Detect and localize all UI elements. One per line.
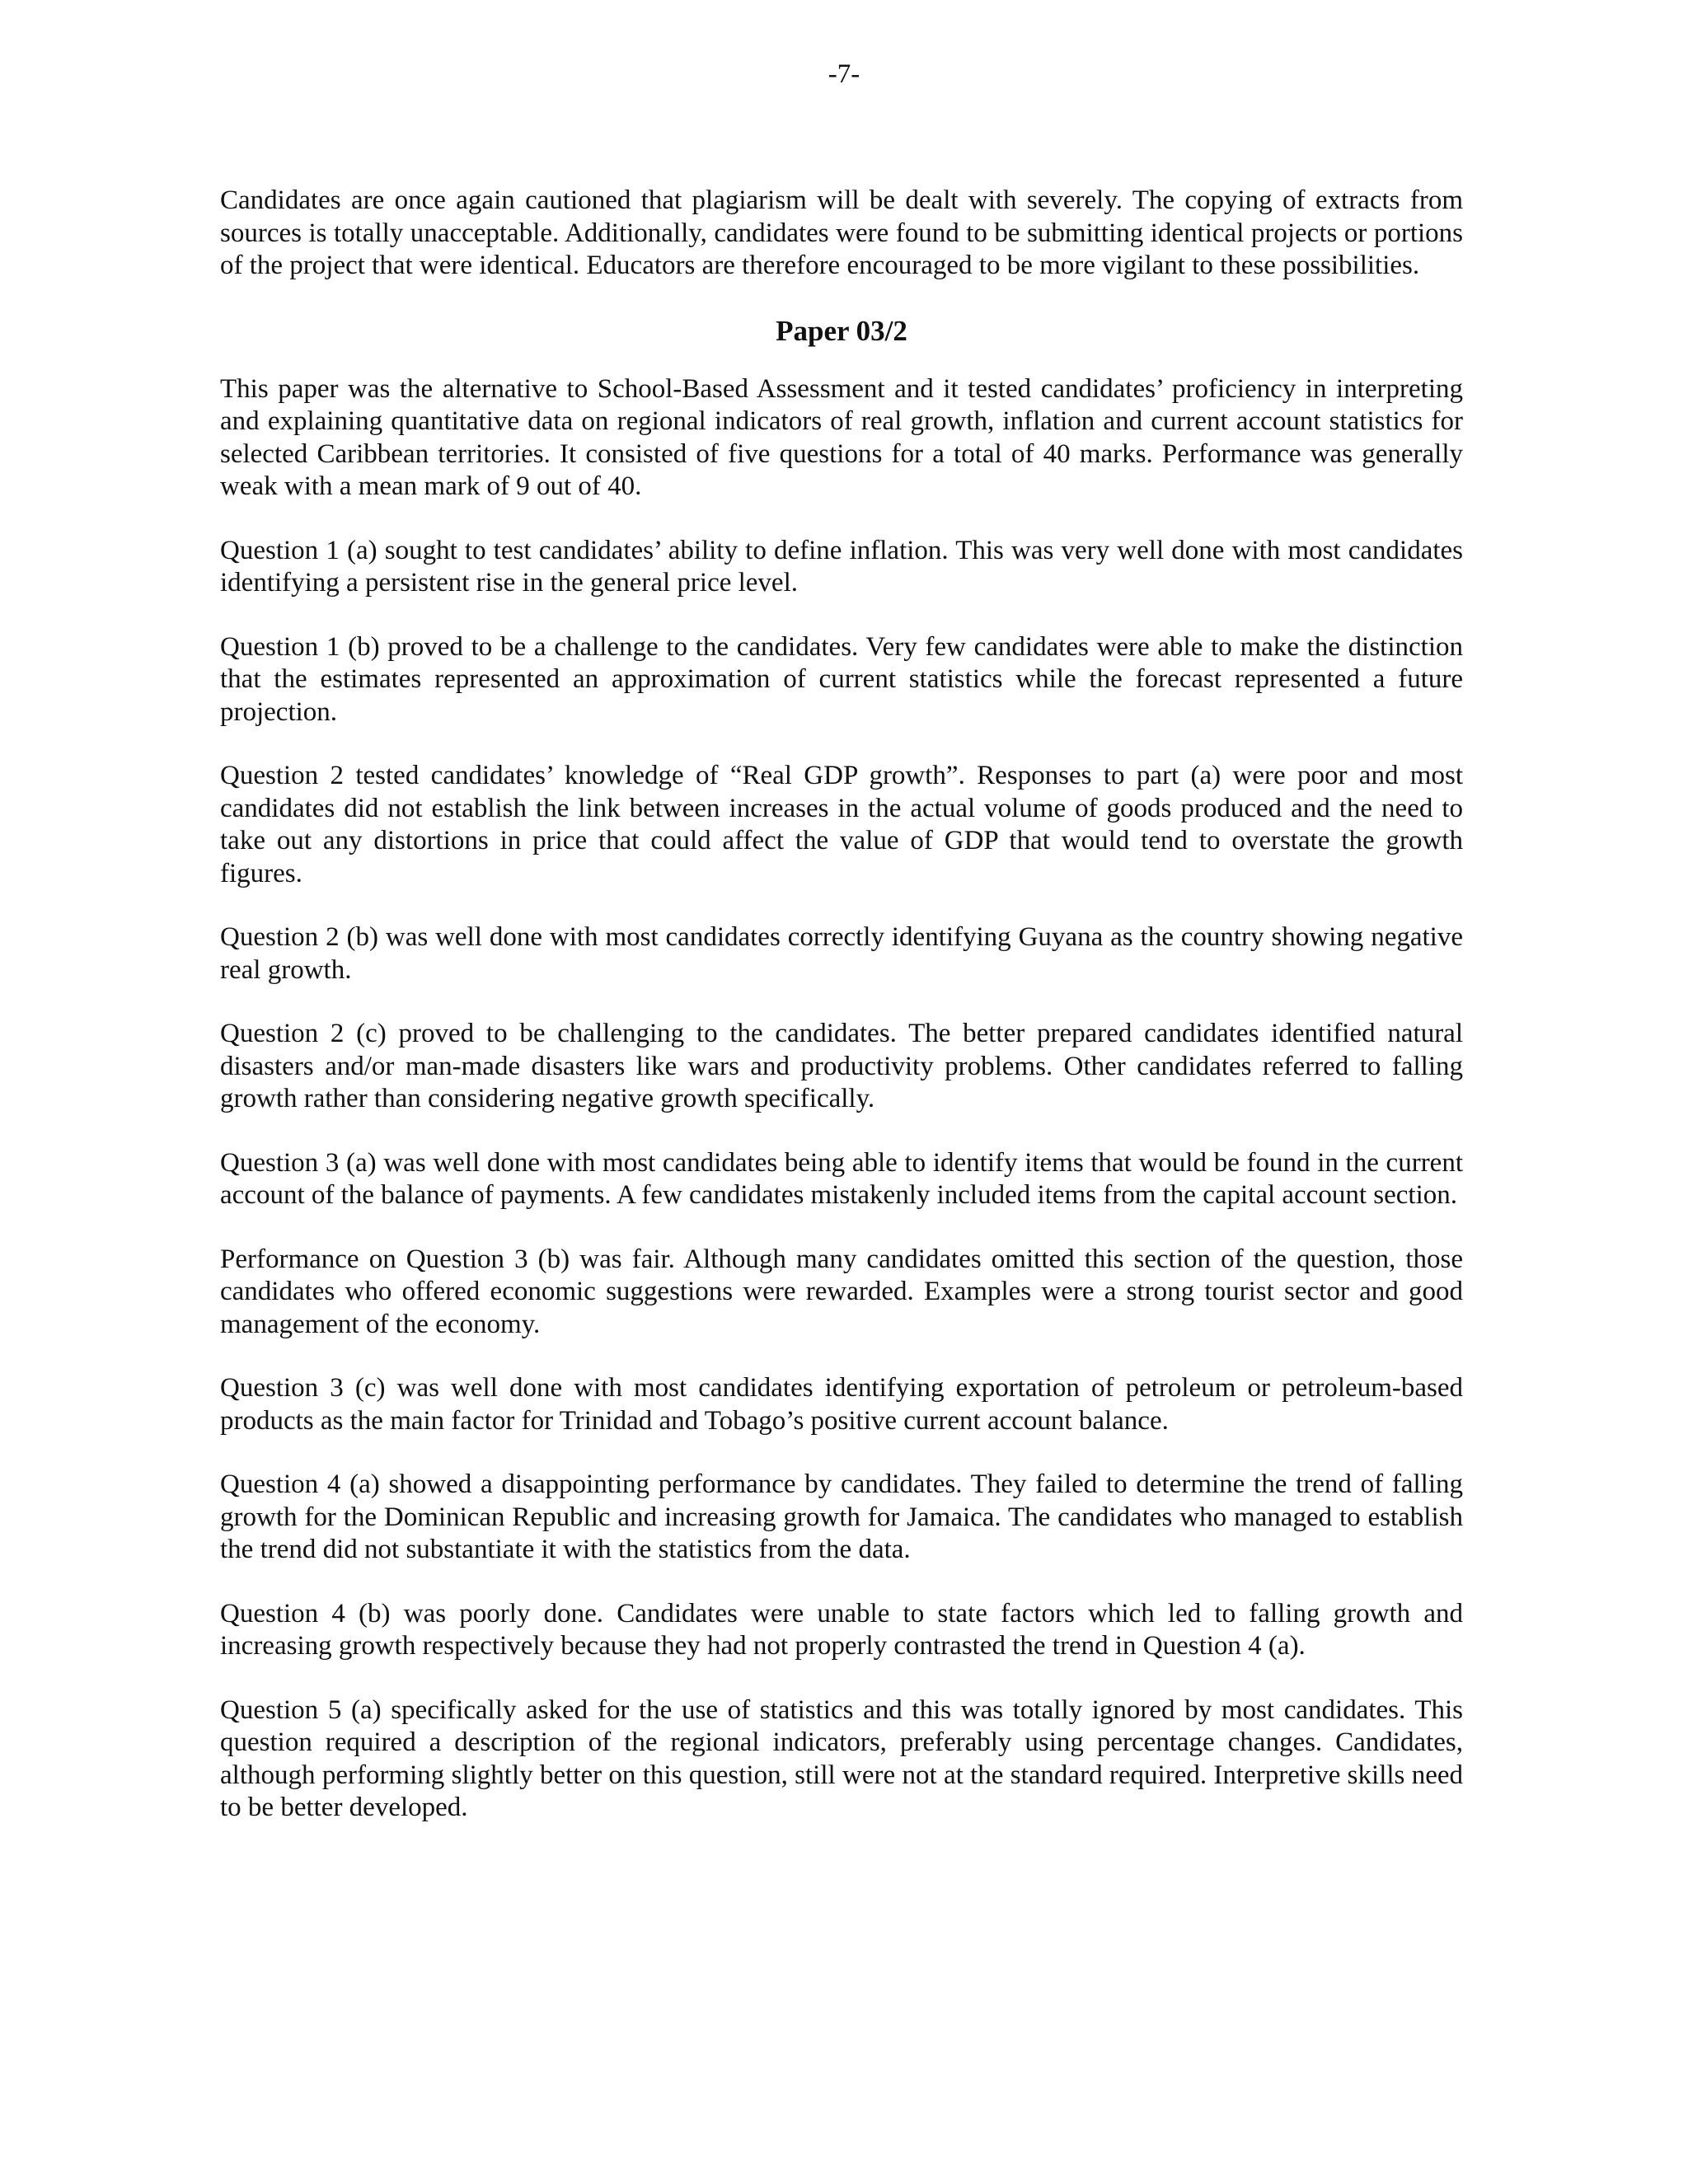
paragraph-question-1a: Question 1 (a) sought to test candidates’ ability to define inflation. This was very well done with most candidates identifying a persistent rise in the general price level.	[220, 535, 1463, 598]
page-content	[220, 185, 1463, 1856]
paragraph-question-3a: Question 3 (a) was well done with most candidates being able to identify items that would be found in the current account of the balance of payments. A few candidates mistakenly included items from the capital account section.	[220, 1147, 1463, 1210]
section-heading: Paper 03/2	[776, 314, 907, 347]
paragraph-question-2a: Question 2 tested candidates’ knowledge of “Real GDP growth”. Responses to part (a) were poor and most candidates did not establish the link between increases in the actual volume of goods produced and the need to take out any distortions in price that could affect the value of GDP that would tend to overstate the growth figures.	[220, 761, 1463, 888]
paragraph-question-2c: Question 2 (c) proved to be challenging to the candidates. The better prepared candidates identified natural disasters and/or man-made disasters like wars and productivity problems. Other candidates referred to falling growth rather than considering negative growth specifically.	[220, 1019, 1463, 1113]
paragraph-question-2b: Question 2 (b) was well done with most candidates correctly identifying Guyana as the country showing negative real growth.	[220, 922, 1463, 985]
paragraph-question-3b: Performance on Question 3 (b) was fair. Although many candidates omitted this section of the question, those candidates who offered economic suggestions were rewarded. Examples were a strong tourist sector and good management of the economy.	[220, 1244, 1463, 1339]
paragraph-question-3c: Question 3 (c) was well done with most candidates identifying exportation of petroleum or petroleum-based products as the main factor for Trinidad and Tobago’s positive current account balance.	[220, 1373, 1463, 1436]
paragraph-question-1b: Question 1 (b) proved to be a challenge to the candidates. Very few candidates were able to make the distinction that the estimates represented an approximation of current statistics while the forecast represented a future projection.	[220, 631, 1463, 727]
paragraph-question-5a: Question 5 (a) specifically asked for the use of statistics and this was totally ignored by most candidates. This question required a description of the regional indicators, preferably using percentage changes. Candidates, although performing slightly better on this question, still were not at the standard required. Interpretive skills need to be better developed.	[220, 1694, 1463, 1822]
page-number: -7-	[828, 59, 860, 89]
paragraph-question-4a: Question 4 (a) showed a disappointing performance by candidates. They failed to determine the trend of falling growth for the Dominican Republic and increasing growth for Jamaica. The candidates who managed to establish the trend did not substantiate it with the statistics from the data.	[220, 1469, 1463, 1564]
paragraph-question-4b: Question 4 (b) was poorly done. Candidates were unable to state factors which led to falling growth and increasing growth respectively because they had not properly contrasted the trend in Question 4 (a).	[220, 1598, 1463, 1661]
paragraph-overview: This paper was the alternative to School-Based Assessment and it tested candidates’ proficiency in interpreting and explaining quantitative data on regional indicators of real growth, inflation and current account statistics for selected Caribbean territories. It consisted of five questions for a total of 40 marks. Performance was generally weak with a mean mark of 9 out of 40.	[220, 373, 1463, 501]
intro-paragraph: Candidates are once again cautioned that plagiarism will be dealt with severely. The copying of extracts from sources is totally unacceptable. Additionally, candidates were found to be submitting identical projects or portions of the project that were identical. Educators are therefore encouraged to be more vigilant to these possibilities.	[220, 185, 1463, 280]
